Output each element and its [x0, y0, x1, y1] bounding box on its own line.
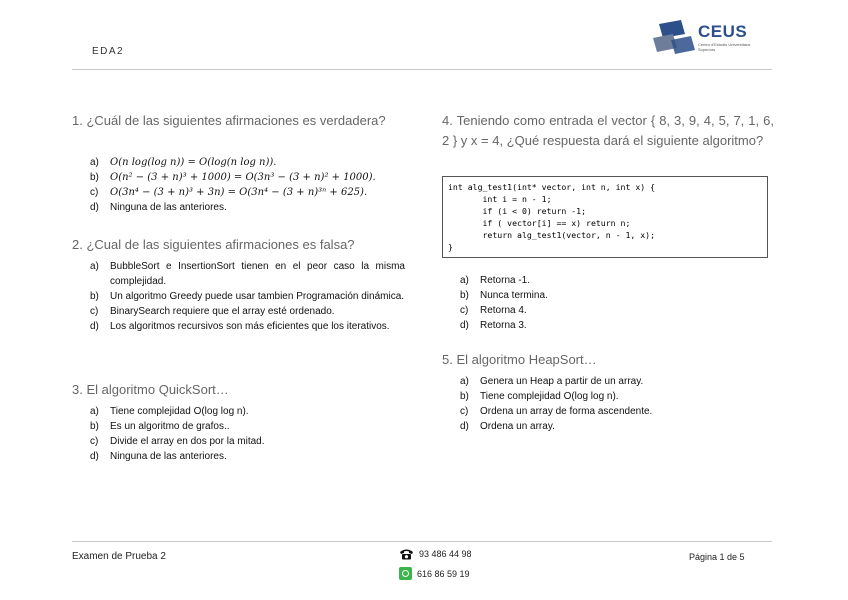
footer-mobile	[399, 567, 470, 580]
list-item	[460, 273, 770, 288]
list-item	[90, 419, 405, 434]
header-divider	[72, 69, 772, 70]
ceus-logo	[651, 20, 751, 58]
list-item	[460, 303, 770, 318]
list-item	[90, 434, 405, 449]
option-text: Tiene complejidad O(log log n).	[480, 391, 619, 402]
list-item	[90, 200, 405, 215]
option-letter: d)	[460, 421, 469, 432]
option-text: Ninguna de las anteriores.	[110, 202, 227, 213]
list-item	[90, 259, 405, 289]
mobile-number: 616 86 59 19	[417, 568, 470, 579]
option-text: Ordena un array de forma ascendente.	[480, 406, 653, 417]
option-letter: b)	[90, 172, 99, 183]
option-text: Nunca termina.	[480, 290, 548, 301]
course-code: EDA2	[92, 46, 125, 57]
code-line: }	[448, 242, 453, 252]
option-text: Tiene complejidad O(log log n).	[110, 406, 249, 417]
option-letter: d)	[90, 321, 99, 332]
question-4-title: 4. Teniendo como entrada el vector { 8, 3, 9, 4, 5, 7, 1, 6, 2 } y x = 4, ¿Qué respuesta dará el siguiente algoritmo?	[442, 113, 774, 148]
code-line: if ( vector[i] == x) return n;	[448, 218, 631, 228]
list-item	[460, 389, 770, 404]
telephone-icon	[399, 548, 414, 560]
option-text: O(n² − (3 + n)³ + 1000) = O(3n³ − (3 + n)² + 1000).	[110, 172, 376, 183]
list-item	[90, 304, 405, 319]
option-text: Divide el array en dos por la mitad.	[110, 436, 265, 447]
option-letter: c)	[90, 306, 99, 317]
option-text: O(n log(log n)) = O(log(n log n)).	[110, 157, 277, 168]
option-letter: c)	[460, 406, 469, 417]
list-item	[460, 419, 770, 434]
logo-subtitle: Centro d'Estudis Universitaris Superiors	[698, 42, 751, 52]
ceus-logo-mark-icon	[651, 20, 695, 58]
option-text: Retorna 4.	[480, 305, 527, 316]
question-5-title: 5. El algoritmo HeapSort…	[442, 352, 597, 367]
code-line: int alg_test1(int* vector, int n, int x) {	[448, 182, 656, 192]
footer-phone	[399, 548, 472, 560]
option-letter: a)	[90, 406, 99, 417]
option-text: BubbleSort e InsertionSort tienen en el peor caso la misma complejidad.	[110, 261, 405, 287]
exam-title: Examen de Prueba 2	[72, 551, 166, 562]
question-1-title: 1. ¿Cuál de las siguientes afirmaciones es verdadera?	[72, 113, 386, 128]
option-text: BinarySearch requiere que el array esté ordenado.	[110, 306, 335, 317]
list-item	[90, 170, 405, 185]
option-text: Retorna -1.	[480, 275, 531, 286]
question-3-options	[90, 404, 405, 464]
option-letter: a)	[460, 275, 469, 286]
code-block	[442, 176, 768, 258]
phone-number: 93 486 44 98	[419, 549, 472, 559]
list-item	[460, 288, 770, 303]
option-letter: c)	[90, 436, 99, 447]
list-item	[460, 404, 770, 419]
list-item	[90, 185, 405, 200]
page-number: Página 1 de 5	[689, 552, 745, 562]
question-2-title: 2. ¿Cual de las siguientes afirmaciones es falsa?	[72, 237, 355, 252]
option-letter: b)	[90, 291, 99, 302]
option-letter: c)	[90, 187, 99, 198]
list-item	[90, 404, 405, 419]
question-4-options	[460, 273, 770, 333]
option-letter: d)	[90, 451, 99, 462]
option-text: Ninguna de las anteriores.	[110, 451, 227, 462]
list-item	[90, 155, 405, 170]
question-3-title: 3. El algoritmo QuickSort…	[72, 382, 229, 397]
whatsapp-icon	[399, 567, 412, 580]
question-2-options	[90, 259, 405, 334]
list-item	[90, 319, 405, 334]
code-line: if (i < 0) return -1;	[448, 206, 587, 216]
list-item	[460, 374, 770, 389]
option-text: Ordena un array.	[480, 421, 555, 432]
option-text: O(3n⁴ − (3 + n)³ + 3n) = O(3n⁴ − (3 + n)³ⁿ + 625).	[110, 187, 368, 198]
option-text: Un algoritmo Greedy puede usar tambien Programación dinámica.	[110, 291, 405, 302]
option-text: Genera un Heap a partir de un array.	[480, 376, 644, 387]
option-letter: c)	[460, 305, 469, 316]
list-item	[90, 289, 405, 304]
option-letter: b)	[460, 391, 469, 402]
option-text: Retorna 3.	[480, 320, 527, 331]
logo-name: CEUS	[698, 22, 748, 41]
code-line: int i = n - 1;	[448, 194, 552, 204]
option-letter: b)	[90, 421, 99, 432]
question-5-options	[460, 374, 770, 434]
question-1-options	[90, 155, 405, 215]
option-letter: a)	[90, 157, 99, 168]
code-line: return alg_test1(vector, n - 1, x);	[448, 230, 656, 240]
option-letter: a)	[90, 261, 99, 272]
option-letter: d)	[90, 202, 99, 213]
footer-divider	[72, 541, 772, 542]
list-item	[90, 449, 405, 464]
option-letter: b)	[460, 290, 469, 301]
option-text: Los algoritmos recursivos son más eficientes que los iterativos.	[110, 321, 390, 332]
option-text: Es un algoritmo de grafos..	[110, 421, 230, 432]
list-item	[460, 318, 770, 333]
option-letter: d)	[460, 320, 469, 331]
option-letter: a)	[460, 376, 469, 387]
